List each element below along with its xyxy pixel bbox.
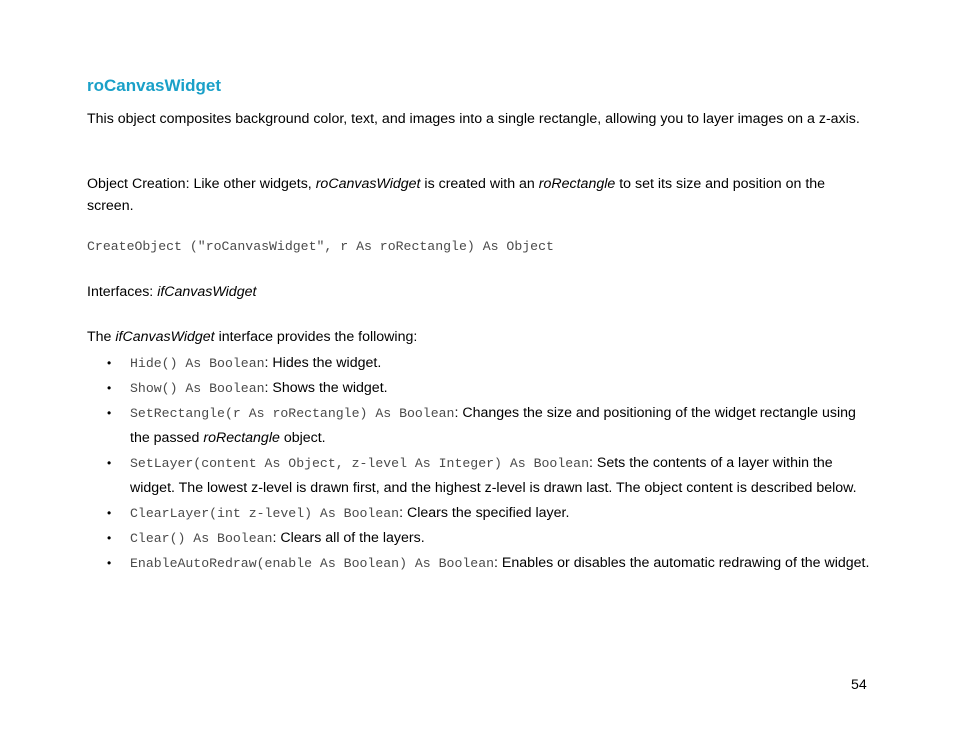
method-description: : Clears all of the layers.: [272, 530, 425, 546]
page-number: 54: [851, 677, 867, 693]
bullet-icon: •: [107, 356, 112, 370]
method-signature: Hide() As Boolean: [130, 356, 265, 371]
list-item: [87, 451, 877, 501]
creation-object-name: roCanvasWidget: [315, 176, 421, 192]
method-description: : Hides the widget.: [264, 355, 382, 371]
bullet-icon: •: [107, 556, 112, 570]
method-description: : Sets the contents of a layer within the widget. The lowest z-level is drawn first, and the highest z-level is drawn last. The object content is described below.: [130, 455, 857, 496]
list-item: [87, 526, 877, 551]
creation-prefix: Object Creation: Like other widgets,: [87, 176, 316, 192]
object-creation-paragraph: [87, 173, 862, 217]
intro-paragraph: This object composites background color, text, and images into a single rectangle, allowing you to layer images on a z-axis.: [87, 111, 860, 127]
list-item: [87, 501, 877, 526]
method-signature: Clear() As Boolean: [130, 531, 273, 546]
list-item: [87, 401, 877, 451]
list-item: [87, 551, 877, 576]
bullet-icon: •: [107, 381, 112, 395]
method-description: : Enables or disables the automatic redrawing of the widget.: [494, 555, 870, 571]
bullet-icon: •: [107, 531, 112, 545]
creation-suffix: to set its size and position on the screen.: [87, 176, 826, 214]
page-title: roCanvasWidget: [87, 76, 221, 95]
method-emphasis: roRectangle: [203, 430, 280, 446]
creation-middle: is created with an: [420, 176, 539, 192]
bullet-icon: •: [107, 456, 112, 470]
method-signature: EnableAutoRedraw(enable As Boolean) As Boolean: [130, 556, 495, 571]
provides-suffix: interface provides the following:: [214, 329, 418, 345]
method-signature: Show() As Boolean: [130, 381, 265, 396]
method-description: : Shows the widget.: [264, 380, 388, 396]
interfaces-paragraph: [87, 281, 862, 303]
interfaces-name: ifCanvasWidget: [157, 284, 257, 300]
interfaces-label: Interfaces:: [87, 284, 158, 300]
create-object-code: CreateObject ("roCanvasWidget", r As roRectangle) As Object: [87, 239, 554, 254]
list-item: [87, 376, 877, 401]
provides-paragraph: [87, 326, 862, 348]
provides-interface-name: ifCanvasWidget: [115, 329, 215, 345]
method-signature: ClearLayer(int z-level) As Boolean: [130, 506, 400, 521]
method-signature: SetRectangle(r As roRectangle) As Boolean: [130, 406, 455, 421]
method-signature: SetLayer(content As Object, z-level As Integer) As Boolean: [130, 456, 589, 471]
method-list: [87, 351, 877, 576]
method-description: : Changes the size and positioning of the widget rectangle using the passed: [130, 405, 856, 446]
method-tail: object.: [279, 430, 326, 446]
bullet-icon: •: [107, 506, 112, 520]
bullet-icon: •: [107, 406, 112, 420]
provides-prefix: The: [87, 329, 116, 345]
list-item: [87, 351, 877, 376]
creation-rectangle-name: roRectangle: [538, 176, 616, 192]
method-description: : Clears the specified layer.: [399, 505, 570, 521]
